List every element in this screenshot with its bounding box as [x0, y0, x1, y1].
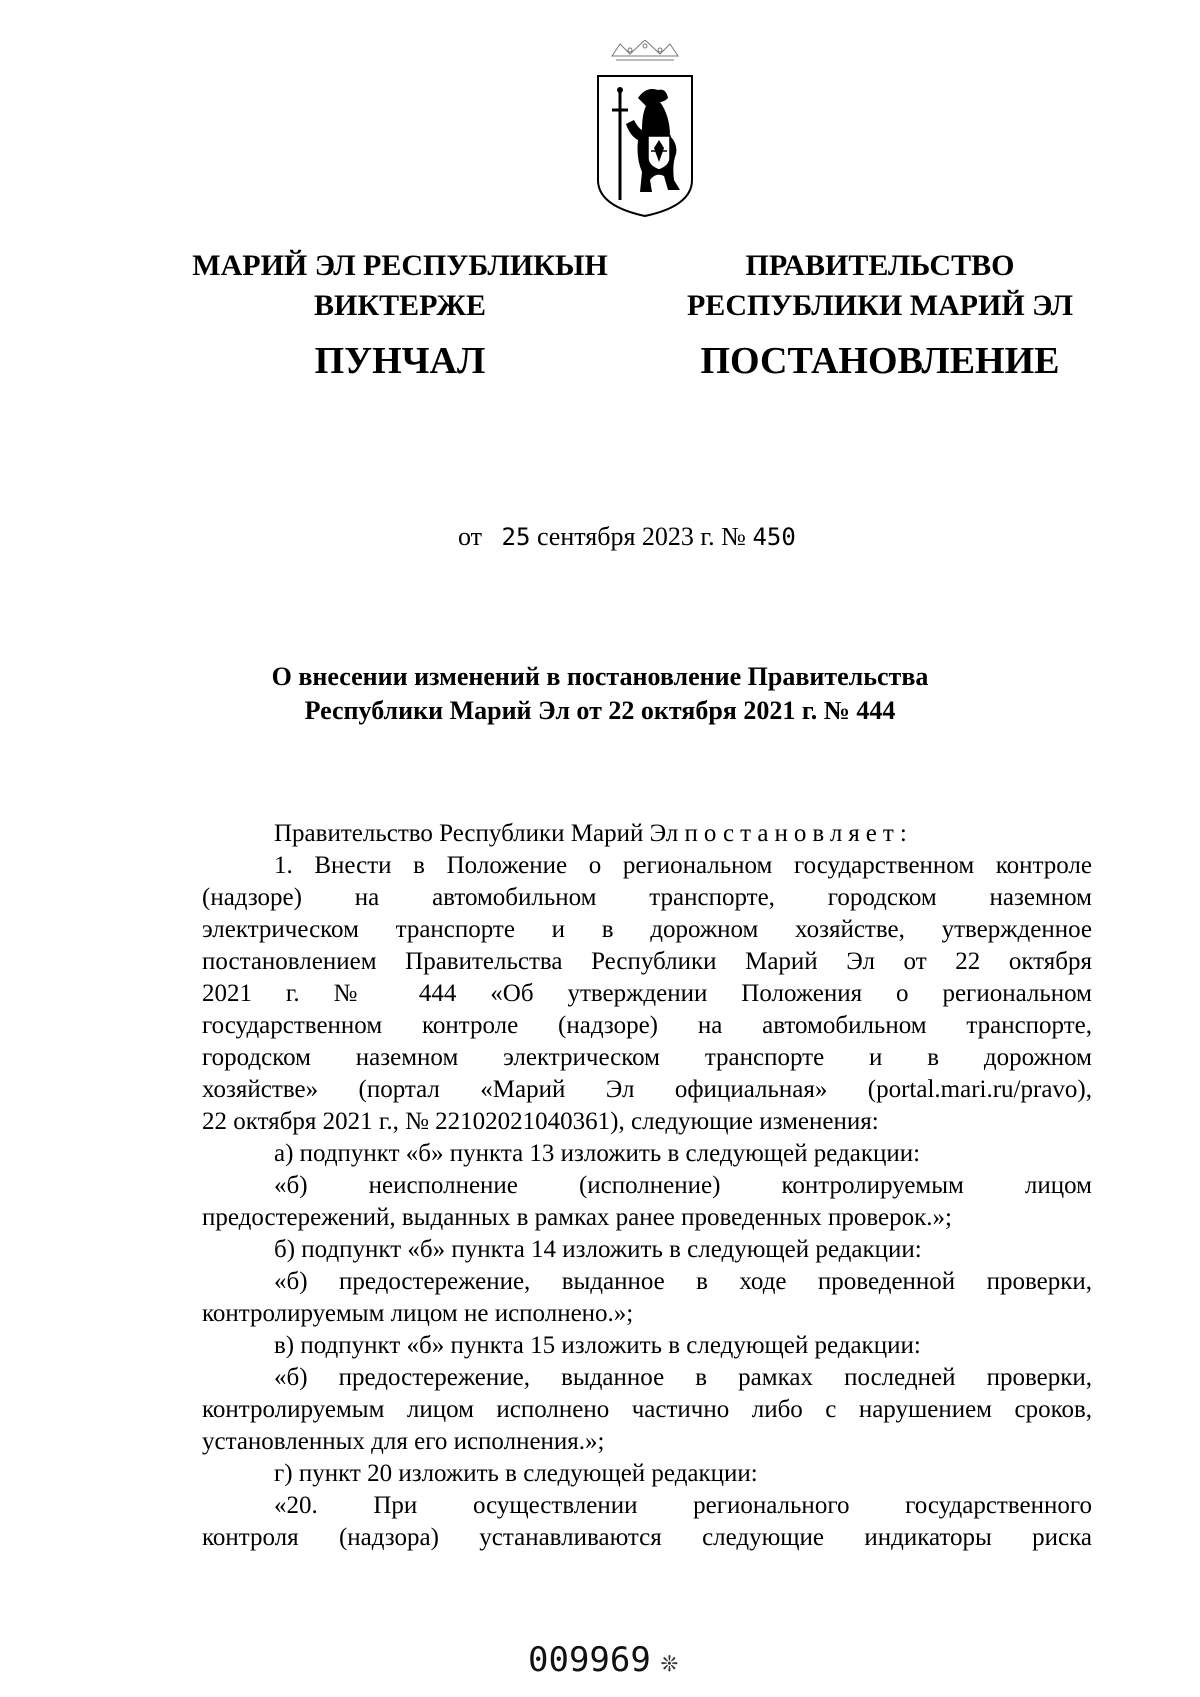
- body-line: государственном контроле (надзоре) на автомобильном транспорте,: [202, 1012, 1092, 1039]
- document-number: 450: [752, 523, 796, 551]
- body-line: предостережений, выданных в рамках ранее проведенных проверок.»;: [202, 1204, 952, 1231]
- body-line: контролируемым лицом не исполнено.»;: [202, 1300, 634, 1327]
- body-line: «б) предостережение, выданное в ходе проведенной проверки,: [274, 1268, 1092, 1295]
- header-left-line1: МАРИЙ ЭЛ РЕСПУБЛИКЫН: [192, 249, 608, 282]
- body-line: «20. При осуществлении регионального государственного: [274, 1492, 1092, 1519]
- body-line: б) подпункт «б» пункта 14 изложить в следующей редакции:: [274, 1236, 922, 1263]
- serial-number: [528, 1640, 678, 1680]
- title-line1: О внесении изменений в постановление Правительства: [271, 662, 929, 691]
- body-line: хозяйстве» (портал «Марий Эл официальная» (portal.mari.ru/pravo),: [202, 1076, 1092, 1103]
- header-right-line2: РЕСПУБЛИКИ МАРИЙ ЭЛ: [686, 289, 1073, 322]
- header-right-title: ПОСТАНОВЛЕНИЕ: [700, 340, 1060, 382]
- body-line: 2021 г. № 444 «Об утверждении Положения о региональном: [202, 980, 1092, 1007]
- body-line: в) подпункт «б» пункта 15 изложить в следующей редакции:: [274, 1332, 921, 1359]
- header-right-line1: ПРАВИТЕЛЬСТВО: [745, 249, 1015, 282]
- body-line: 1. Внести в Положение о региональном государственном контроле: [274, 852, 1092, 879]
- serial-mark-icon: ❊: [660, 1645, 678, 1678]
- body-line: а) подпункт «б» пункта 13 изложить в следующей редакции:: [274, 1140, 921, 1167]
- header-left-line2: ВИКТЕРЖЕ: [313, 289, 487, 322]
- document-body: [202, 818, 1092, 1554]
- body-line: «б) неисполнение (исполнение) контролируемым лицом: [274, 1172, 1092, 1199]
- body-line: 22 октября 2021 г., № 22102021040361), следующие изменения:: [202, 1108, 879, 1135]
- body-line: контроля (надзора) устанавливаются следующие индикаторы риска: [202, 1524, 1092, 1551]
- title-line2: Республики Марий Эл от 22 октября 2021 г. № 444: [304, 696, 896, 725]
- date-month-year: сентября 2023 г. №: [536, 522, 746, 551]
- body-line: «б) предостережение, выданное в рамках последней проверки,: [274, 1364, 1092, 1391]
- intro-prefix: Правительство Республики Марий Эл: [274, 820, 679, 847]
- coat-of-arms-emblem: [590, 40, 700, 220]
- intro-resolves: постановляет:: [684, 820, 913, 847]
- body-line: городском наземном электрическом транспорте и в дорожном: [202, 1044, 1092, 1071]
- header-right: [650, 246, 1110, 384]
- document-date-line: [458, 522, 796, 552]
- document-title: [200, 660, 1000, 728]
- header-left: [170, 246, 630, 384]
- body-line: г) пункт 20 изложить в следующей редакции:: [274, 1460, 758, 1487]
- intro-paragraph: [202, 818, 1092, 850]
- header-left-title: ПУНЧАЛ: [314, 340, 486, 382]
- body-line: (надзоре) на автомобильном транспорте, городском наземном: [202, 884, 1092, 911]
- serial-number-value: 009969: [528, 1640, 651, 1680]
- body-line: установленных для его исполнения.»;: [202, 1428, 605, 1455]
- body-line: электрическом транспорте и в дорожном хозяйстве, утвержденное: [202, 916, 1092, 943]
- date-day: 25: [501, 523, 531, 551]
- date-prefix: от: [458, 522, 483, 551]
- body-line: контролируемым лицом исполнено частично либо с нарушением сроков,: [202, 1396, 1092, 1423]
- body-line: постановлением Правительства Республики Марий Эл от 22 октября: [202, 948, 1092, 975]
